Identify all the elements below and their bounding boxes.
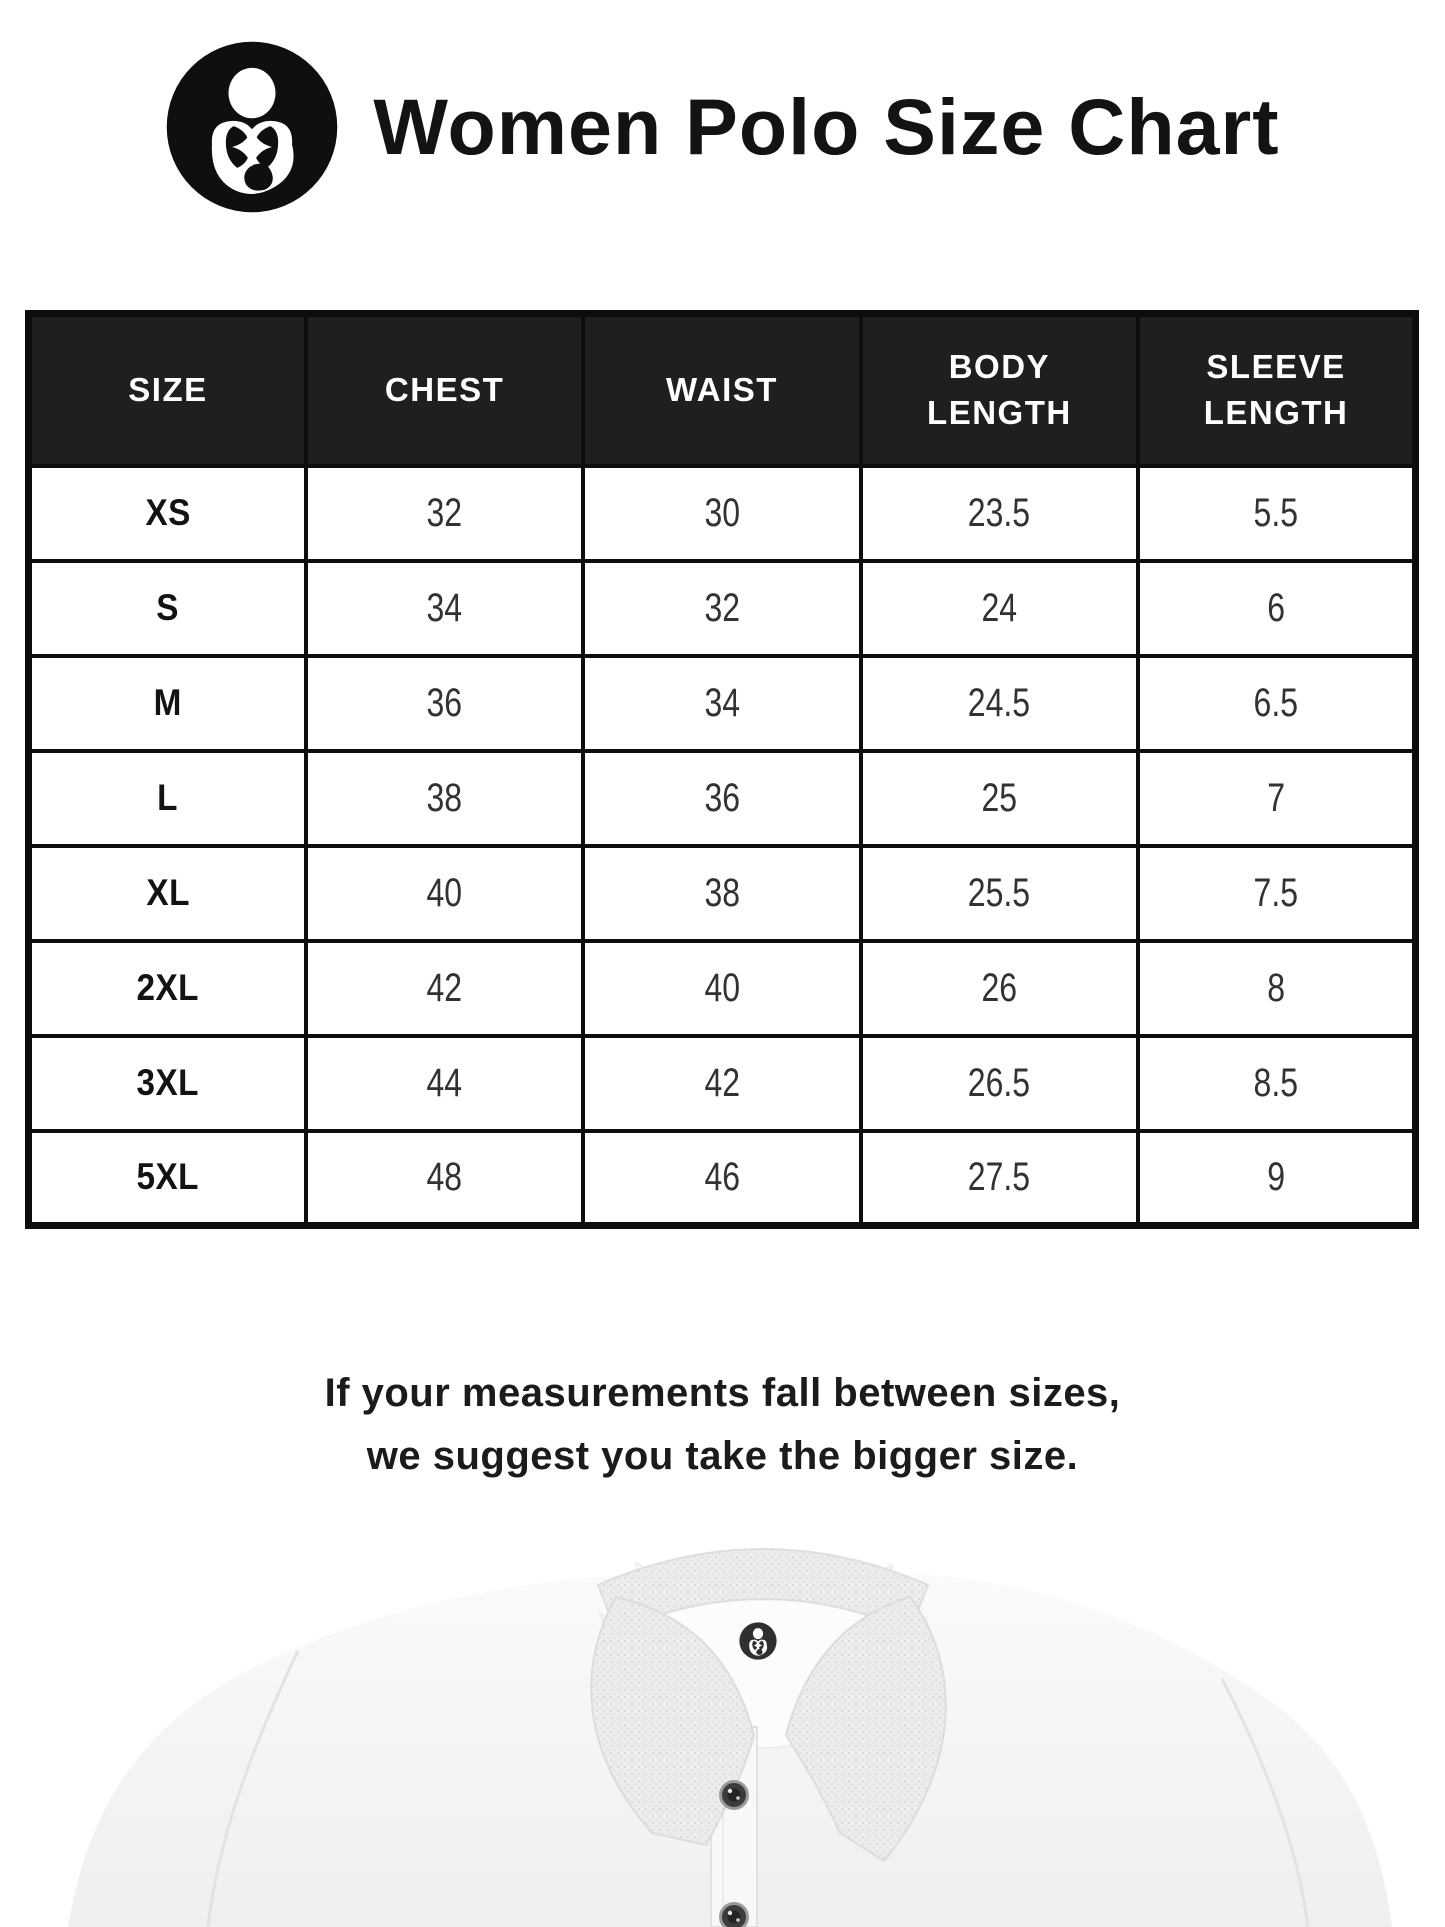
body-length-cell: 25.5	[968, 870, 1031, 915]
waist-cell: 40	[704, 965, 740, 1010]
sleeve-length-cell: 9	[1267, 1154, 1285, 1199]
neck-label-logo-icon	[739, 1622, 776, 1659]
sleeve-length-cell: 8	[1267, 965, 1285, 1010]
chest-cell: 38	[426, 775, 463, 820]
size-cell: XS	[145, 492, 191, 533]
body-length-cell: 24.5	[968, 680, 1031, 725]
body-length-cell: 24	[981, 585, 1018, 630]
chest-cell: 48	[426, 1154, 463, 1199]
column-header-waist: WAIST	[583, 314, 860, 466]
brand-logo-icon	[165, 40, 339, 214]
table-header-row	[29, 314, 1416, 466]
table-row	[29, 846, 1416, 941]
column-header-size: SIZE	[29, 314, 306, 466]
waist-cell: 30	[704, 490, 740, 535]
waist-cell: 46	[704, 1154, 740, 1199]
sleeve-length-cell: 7.5	[1253, 870, 1299, 915]
body-length-cell: 23.5	[968, 490, 1031, 535]
table-row	[29, 1131, 1416, 1226]
size-cell: XL	[146, 872, 190, 913]
size-cell: 2XL	[136, 967, 200, 1008]
waist-cell: 34	[704, 680, 740, 725]
table-row	[29, 941, 1416, 1036]
body-length-cell: 26	[981, 965, 1018, 1010]
table-row	[29, 561, 1416, 656]
chest-cell: 44	[426, 1060, 463, 1105]
size-chart-table	[25, 310, 1419, 1229]
body-length-cell: 26.5	[968, 1060, 1031, 1105]
chest-cell: 36	[426, 680, 463, 725]
column-header-sleeve-length: SLEEVE LENGTH	[1138, 314, 1415, 466]
body-length-cell: 25	[981, 775, 1018, 820]
page-title: Women Polo Size Chart	[373, 82, 1280, 171]
column-header-body-length: BODY LENGTH	[861, 314, 1138, 466]
waist-cell: 42	[704, 1060, 740, 1105]
polo-button-top	[719, 1780, 749, 1810]
body-length-cell: 27.5	[968, 1154, 1031, 1199]
column-header-chest: CHEST	[306, 314, 583, 466]
table-row	[29, 751, 1416, 846]
table-row	[29, 1036, 1416, 1131]
size-cell: 3XL	[136, 1062, 200, 1103]
sleeve-length-cell: 8.5	[1253, 1060, 1299, 1105]
size-cell: L	[157, 777, 179, 818]
size-cell: M	[153, 682, 183, 723]
chest-cell: 42	[426, 965, 463, 1010]
table-row	[29, 656, 1416, 751]
chest-cell: 34	[426, 585, 463, 630]
brand-header	[0, 40, 1445, 214]
sleeve-length-cell: 5.5	[1253, 490, 1299, 535]
sleeve-length-cell: 6	[1267, 585, 1285, 630]
size-cell: 5XL	[136, 1156, 200, 1198]
waist-cell: 32	[704, 585, 740, 630]
waist-cell: 36	[704, 775, 740, 820]
size-cell: S	[156, 587, 180, 628]
chest-cell: 32	[426, 490, 463, 535]
sleeve-length-cell: 7	[1267, 775, 1285, 820]
fit-note-line2: we suggest you take the bigger size.	[366, 1434, 1079, 1478]
table-row	[29, 466, 1416, 561]
waist-cell: 38	[704, 870, 740, 915]
fit-note-line1: If your measurements fall between sizes,	[324, 1371, 1121, 1415]
sleeve-length-cell: 6.5	[1253, 680, 1299, 725]
fit-note	[0, 1362, 1445, 1488]
chest-cell: 40	[426, 870, 463, 915]
polo-shirt-photo	[0, 1527, 1445, 1927]
